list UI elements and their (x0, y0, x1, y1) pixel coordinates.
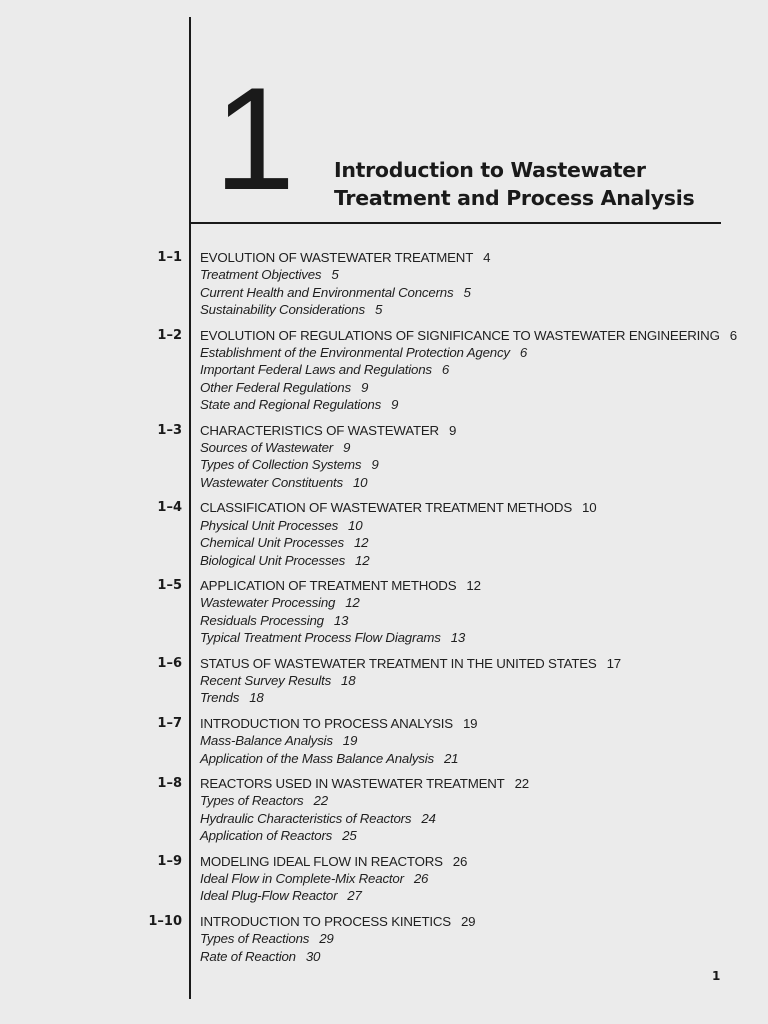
subsection-title: Recent Survey Results (200, 672, 332, 688)
subsection-title: Current Health and Environmental Concerns (200, 284, 454, 300)
subsection-page: 29 (319, 931, 334, 947)
chapter-title-line-1: Introduction to Wastewater (334, 158, 646, 182)
subsection-page: 27 (347, 888, 362, 904)
section-heading (200, 422, 740, 439)
section-heading-page: 12 (466, 577, 481, 593)
toc-section (0, 853, 768, 905)
subsection-page: 6 (519, 345, 528, 361)
subsection-page: 25 (342, 828, 357, 844)
subsection-title: Sources of Wastewater (200, 440, 334, 456)
section-heading-title: EVOLUTION OF WASTEWATER TREATMENT (200, 250, 474, 265)
subsection-entry (200, 344, 740, 361)
toc-section (0, 655, 768, 707)
toc-section (0, 715, 768, 767)
subsection-title: Application of the Mass Balance Analysis (200, 750, 434, 766)
subsection-page: 5 (463, 284, 471, 300)
subsection-title: Biological Unit Processes (200, 552, 346, 568)
section-heading (200, 853, 740, 870)
toc-section (0, 577, 768, 647)
subsection-entry (200, 792, 740, 809)
subsection-title: Sustainability Considerations (200, 302, 365, 318)
table-of-contents (0, 249, 768, 973)
subsection-page: 9 (371, 457, 379, 473)
subsection-page: 10 (348, 517, 363, 533)
subsection-page: 30 (305, 948, 321, 964)
section-heading (200, 577, 740, 594)
subsection-title: Rate of Reaction (200, 948, 296, 964)
subsection-title: Residuals Processing (200, 612, 324, 628)
subsection-entry (200, 534, 740, 551)
subsection-entry (200, 396, 740, 413)
page-number: 1 (712, 969, 721, 983)
section-number: 1–4 (157, 500, 182, 516)
section-heading-title: MODELING IDEAL FLOW IN REACTORS (200, 853, 443, 869)
subsection-title: Important Federal Laws and Regulations (200, 362, 432, 378)
section-heading-page: 9 (448, 422, 457, 438)
subsection-title: Typical Treatment Process Flow Diagrams (200, 630, 441, 646)
subsection-page: 24 (421, 810, 436, 826)
section-entries (200, 853, 740, 905)
subsection-entry (200, 594, 740, 611)
subsection-title: Types of Collection Systems (200, 457, 362, 473)
toc-section (0, 499, 768, 569)
subsection-entry (200, 629, 740, 646)
section-heading-page: 17 (606, 655, 621, 671)
section-entries (200, 577, 740, 647)
toc-section (0, 249, 768, 319)
subsection-page: 21 (443, 750, 459, 766)
section-heading-title: APPLICATION OF TREATMENT METHODS (200, 577, 457, 593)
subsection-entry (200, 689, 740, 706)
subsection-page: 10 (352, 474, 368, 490)
subsection-page: 5 (374, 302, 383, 318)
section-heading-page: 26 (452, 853, 468, 869)
subsection-page: 9 (343, 440, 351, 456)
section-entries (200, 327, 740, 414)
section-heading (200, 249, 740, 266)
section-entries (200, 913, 740, 965)
subsection-entry (200, 456, 740, 473)
section-heading (200, 655, 740, 672)
section-number: 1–8 (157, 775, 182, 791)
subsection-page: 12 (345, 595, 360, 611)
section-heading (200, 775, 740, 792)
section-heading-page: 10 (582, 500, 597, 516)
section-heading-page: 22 (514, 775, 529, 791)
subsection-entry (200, 301, 740, 318)
subsection-entry (200, 948, 740, 965)
subsection-page: 9 (360, 379, 369, 395)
section-entries (200, 715, 740, 767)
subsection-page: 22 (313, 793, 328, 809)
section-number: 1–2 (157, 327, 182, 343)
section-entries (200, 775, 740, 845)
subsection-title: Establishment of the Environmental Protection Agency (200, 345, 510, 361)
subsection-entry (200, 266, 740, 283)
subsection-title: Application of Reactors (200, 828, 333, 844)
subsection-entry (200, 810, 740, 827)
section-entries (200, 499, 740, 569)
section-heading-title: CLASSIFICATION OF WASTEWATER TREATMENT METHODS (200, 500, 572, 516)
subsection-title: State and Regional Regulations (200, 397, 382, 413)
subsection-title: Hydraulic Characteristics of Reactors (200, 810, 412, 826)
subsection-page: 18 (341, 672, 356, 688)
chapter-number: 1 (214, 57, 292, 220)
subsection-entry (200, 612, 740, 629)
section-number: 1–6 (157, 655, 182, 671)
subsection-entry (200, 552, 740, 569)
subsection-entry (200, 361, 740, 378)
section-heading-page: 29 (460, 913, 476, 929)
subsection-page: 18 (249, 690, 264, 706)
subsection-title: Physical Unit Processes (200, 517, 339, 533)
section-number: 1–10 (148, 913, 182, 929)
section-number: 1–7 (157, 715, 182, 731)
subsection-page: 19 (342, 733, 358, 749)
section-number: 1–9 (157, 853, 182, 869)
section-heading (200, 499, 740, 516)
section-heading-page: 19 (462, 715, 478, 731)
toc-section (0, 327, 768, 414)
subsection-entry (200, 732, 740, 749)
chapter-title (334, 156, 724, 212)
subsection-page: 12 (353, 535, 369, 551)
subsection-entry (200, 439, 740, 456)
subsection-page: 9 (391, 397, 399, 413)
section-heading-title: EVOLUTION OF REGULATIONS OF SIGNIFICANCE TO WASTEWATER ENGINEERING (200, 327, 720, 343)
section-entries (200, 422, 740, 492)
subsection-page: 26 (413, 871, 429, 886)
chapter-title-line-2: Treatment and Process Analysis (334, 186, 695, 210)
subsection-entry (200, 870, 740, 887)
subsection-page: 12 (355, 552, 370, 568)
toc-section (0, 913, 768, 965)
subsection-page: 6 (441, 362, 450, 378)
section-heading-title: CHARACTERISTICS OF WASTEWATER (200, 422, 439, 438)
section-number: 1–5 (157, 577, 182, 593)
subsection-entry (200, 379, 740, 396)
subsection-entry (200, 284, 740, 301)
subsection-entry (200, 930, 740, 947)
subsection-page: 13 (450, 630, 466, 646)
horizontal-rule (189, 222, 721, 224)
toc-section (0, 422, 768, 492)
subsection-title: Types of Reactions (200, 931, 310, 947)
subsection-title: Treatment Objectives (200, 267, 322, 283)
subsection-entry (200, 887, 740, 904)
subsection-entry (200, 474, 740, 491)
subsection-title: Ideal Flow in Complete-Mix Reactor (200, 871, 404, 886)
section-heading-page: 6 (729, 327, 737, 343)
section-number: 1–1 (157, 250, 182, 265)
toc-section (0, 775, 768, 845)
subsection-page: 13 (333, 612, 349, 628)
section-entries (200, 249, 740, 319)
section-heading-title: REACTORS USED IN WASTEWATER TREATMENT (200, 775, 505, 791)
subsection-entry (200, 827, 740, 844)
section-heading-title: INTRODUCTION TO PROCESS KINETICS (200, 913, 451, 929)
section-heading-page: 4 (483, 250, 491, 265)
subsection-entry (200, 672, 740, 689)
subsection-title: Mass-Balance Analysis (200, 733, 333, 749)
section-heading-title: INTRODUCTION TO PROCESS ANALYSIS (200, 715, 453, 731)
section-heading (200, 715, 740, 732)
subsection-title: Other Federal Regulations (200, 379, 351, 395)
subsection-entry (200, 517, 740, 534)
subsection-title: Wastewater Constituents (200, 474, 343, 490)
section-number: 1–3 (157, 422, 182, 438)
section-heading-title: STATUS OF WASTEWATER TREATMENT IN THE UNITED STATES (200, 655, 597, 671)
subsection-page: 5 (331, 267, 339, 283)
section-heading (200, 327, 740, 344)
subsection-title: Types of Reactors (200, 793, 304, 809)
section-entries (200, 655, 740, 707)
subsection-title: Chemical Unit Processes (200, 535, 344, 551)
subsection-title: Trends (200, 690, 240, 706)
subsection-entry (200, 750, 740, 767)
subsection-title: Ideal Plug-Flow Reactor (200, 888, 338, 904)
section-heading (200, 913, 740, 930)
subsection-title: Wastewater Processing (200, 595, 336, 611)
